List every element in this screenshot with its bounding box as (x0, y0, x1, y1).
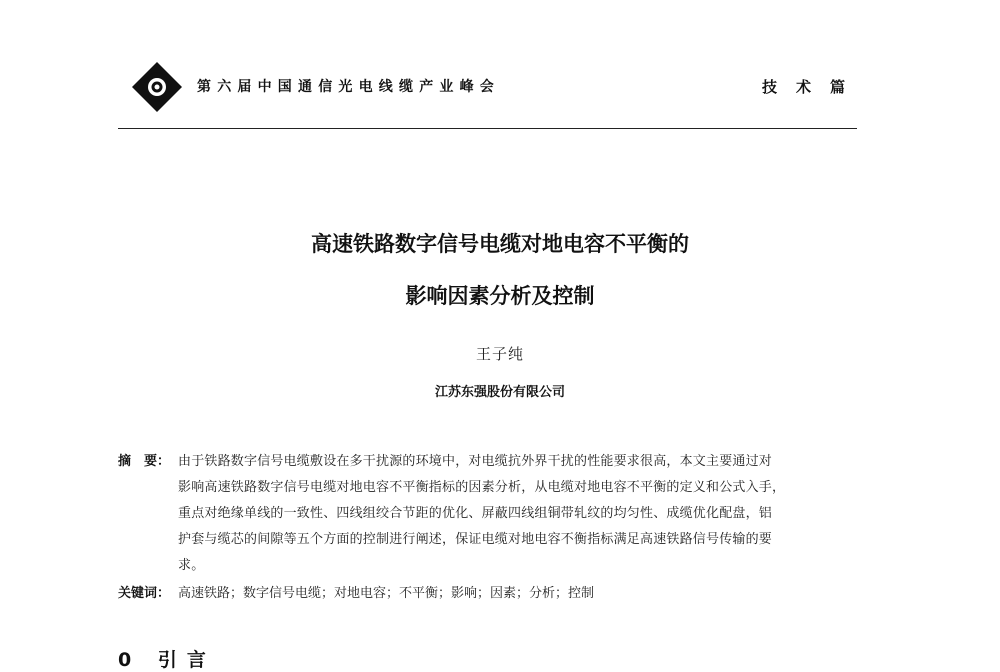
abstract-line: 护套与缆芯的间隙等五个方面的控制进行阐述，保证电缆对地电容不衡指标满足高速铁路信号传输的要 (178, 532, 773, 547)
author-name: 王子纯 (475, 345, 524, 363)
paper-title-line-1: 高速铁路数字信号电缆对地电容不平衡的 (311, 232, 689, 256)
abstract-line: 求。 (178, 558, 205, 573)
section-label: 技术篇 (762, 78, 865, 96)
abstract-line: 重点对绝缘单线的一致性、四线组绞合节距的优化、屏蔽四线组铜带轧纹的均匀性、成缆优化配盘，铝 (178, 506, 773, 521)
conference-logo-icon (131, 61, 183, 113)
header-divider (118, 128, 857, 129)
abstract-label: 摘 要： (118, 454, 171, 469)
keywords-text: 高速铁路；数字信号电缆；对地电容；不平衡；影响；因素；分析；控制 (178, 586, 595, 601)
keywords-label: 关键词： (118, 586, 171, 601)
section-heading-introduction: 0 引言 (118, 649, 216, 671)
conference-title: 第六届中国通信光电线缆产业峰会 (197, 79, 500, 95)
paper-title-line-2: 影响因素分析及控制 (405, 284, 595, 308)
abstract-line: 影响高速铁路数字信号电缆对地电容不平衡指标的因素分析，从电缆对地电容不平衡的定义和公式入手， (178, 480, 786, 495)
author-affiliation: 江苏东强股份有限公司 (434, 385, 565, 400)
abstract-line: 由于铁路数字信号电缆敷设在多干扰源的环境中，对电缆抗外界干扰的性能要求很高，本文主要通过对 (178, 454, 773, 469)
